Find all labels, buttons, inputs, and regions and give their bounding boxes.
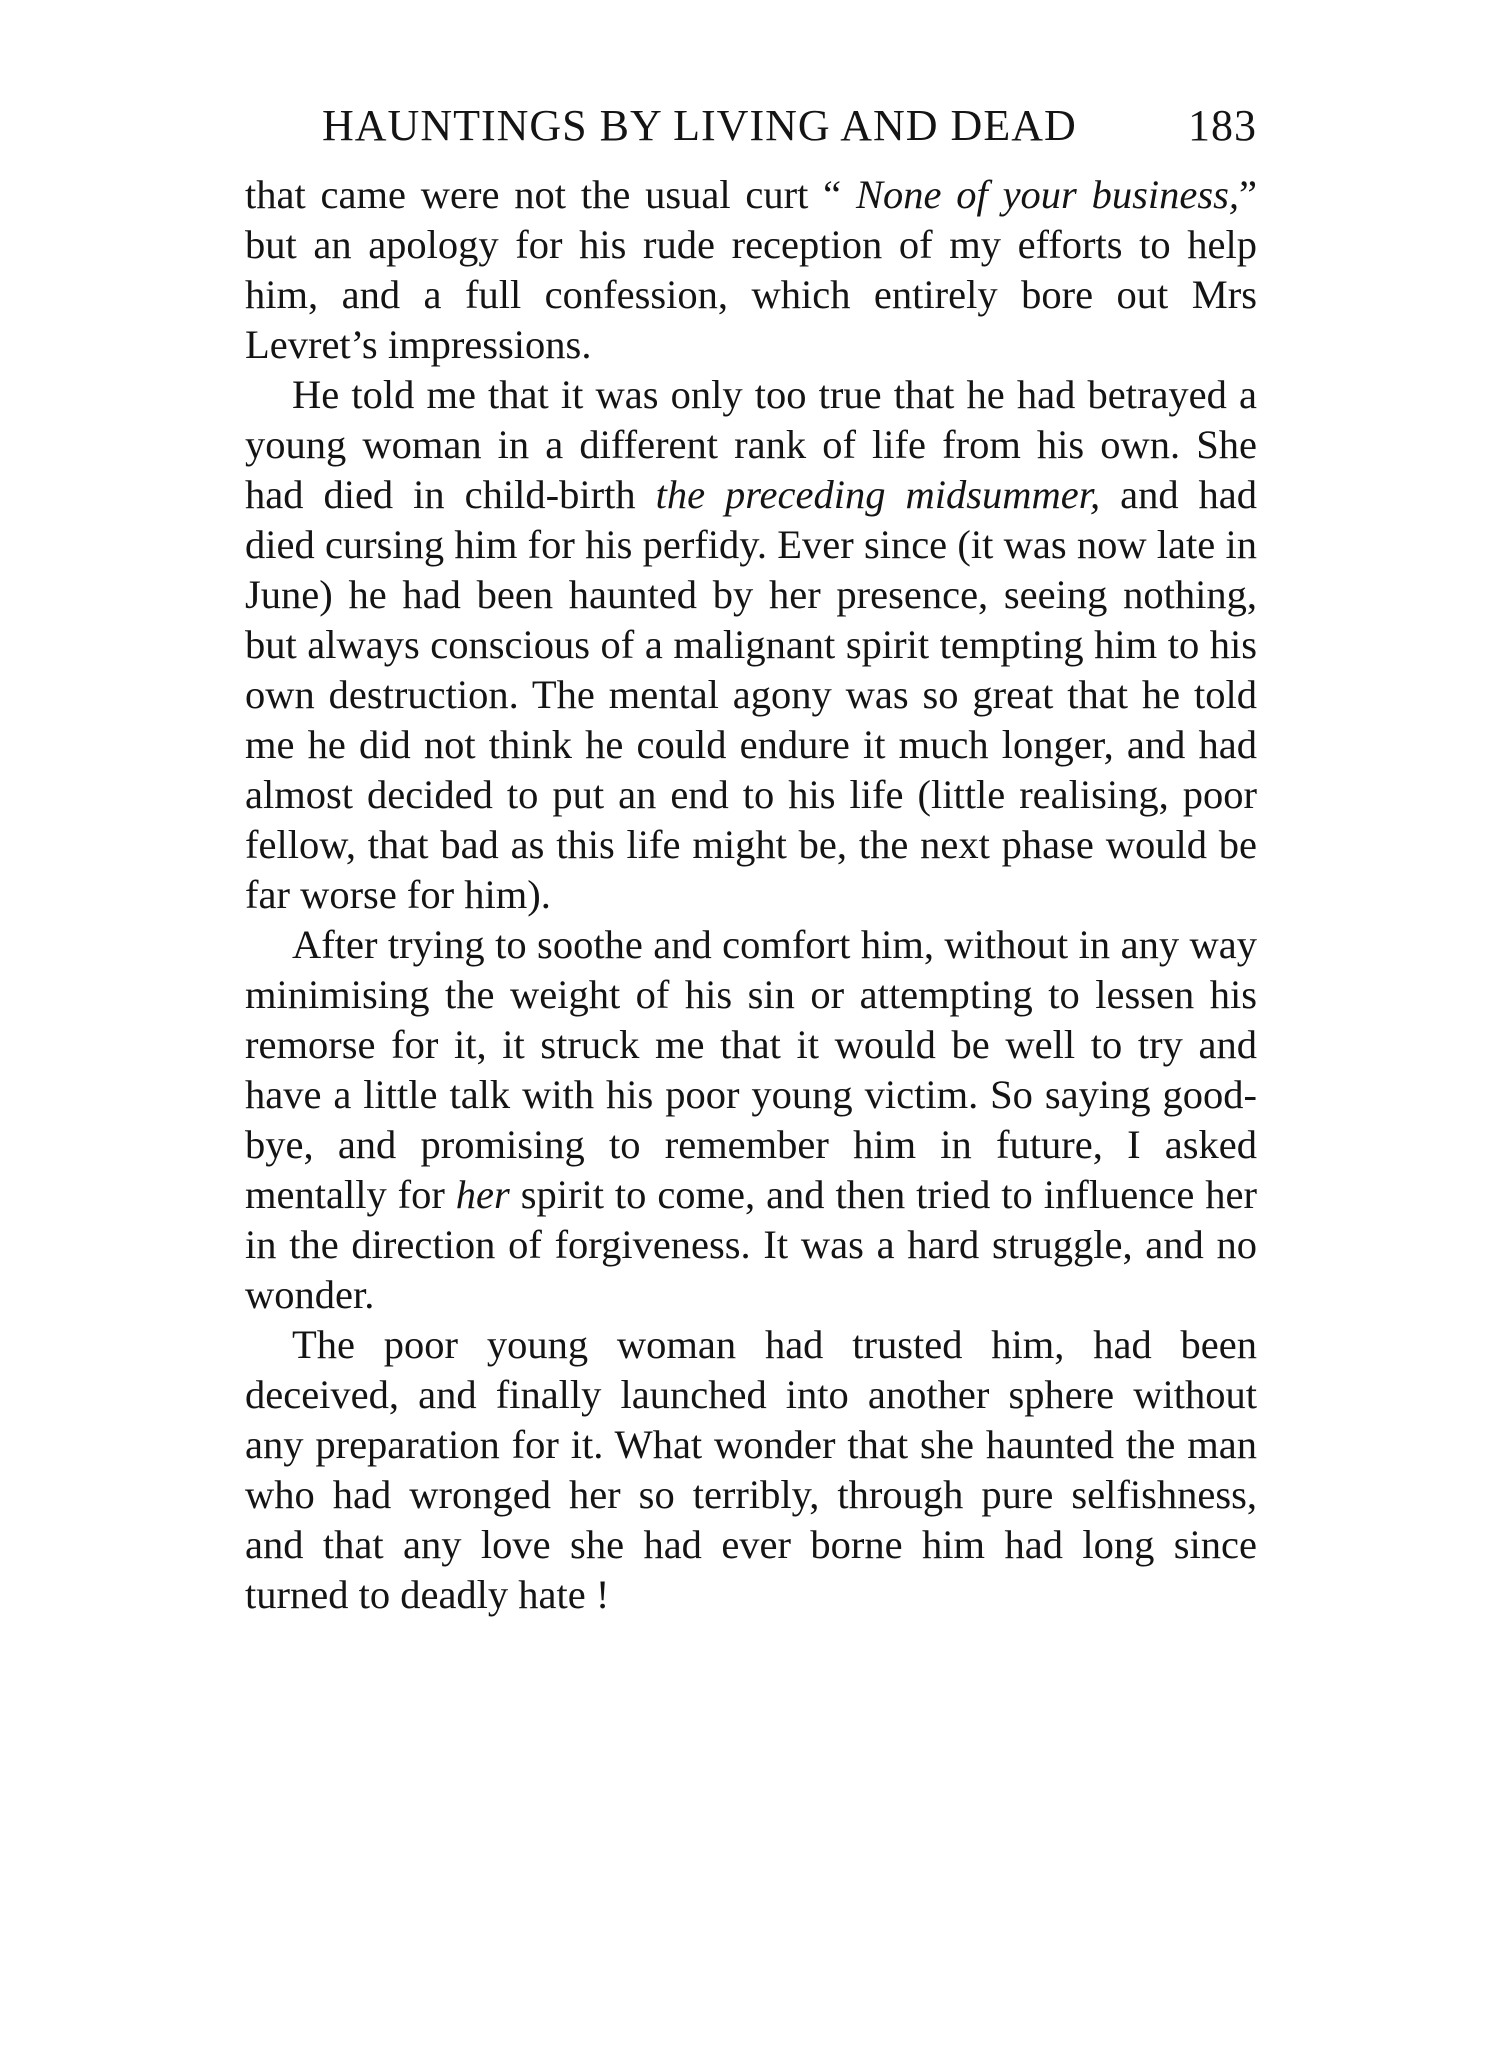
paragraph-1-text-c: ” but an apology for his rude reception of my efforts to help him, and a full confession, which entirely bore out Mrs Levret’s impressions. (245, 172, 1257, 367)
paragraph-2-text-a: He told me that it was only too true that he had betrayed a young woman in a different rank of life from his own. She had died in child-birth (245, 372, 1257, 517)
chapter-title: HAUNTINGS BY LIVING AND DEAD (322, 101, 1077, 150)
running-head (322, 98, 1257, 154)
paragraph-2 (245, 370, 1257, 920)
paragraph-3-italic: her (455, 1172, 510, 1217)
paragraph-2-italic: the preceding midsummer, (655, 472, 1101, 517)
paragraph-2-text-c: and had died cursing him for his perfidy. Ever since (it was now late in June) he had been haunted by her presence, seeing nothing, but always conscious of a malignant spirit tempting him to his own destruction. The mental agony was so great that he told me he did not think he could endure it much longer, and had almost decided to put an end to his life (little realising, poor fellow, that bad as this life might be, the next phase would be far worse for him). (245, 472, 1258, 917)
body-text (245, 170, 1257, 1620)
paragraph-3-text-a: After trying to soothe and comfort him, without in any way minimising the weight of his sin or attempting to lessen his remorse for it, it struck me that it would be well to try and have a little talk with his poor young victim. So saying good-bye, and promising to remember him in future, I asked mentally for (245, 922, 1257, 1217)
page-number: 183 (1188, 101, 1257, 150)
paragraph-1-text-a: that came were not the usual curt “ (245, 172, 856, 217)
paragraph-3-text-c: spirit to come, and then tried to influence her in the direction of forgiveness. It was a hard struggle, and no wonder. (245, 1172, 1258, 1317)
paragraph-1 (245, 170, 1257, 370)
paragraph-1-italic: None of your business, (855, 172, 1240, 217)
paragraph-3 (245, 920, 1257, 1320)
paragraph-4: The poor young woman had trusted him, had been deceived, and finally launched into another sphere without any preparation for it. What wonder that she haunted the man who had wronged her so terribly, through pure selfishness, and that any love she had ever borne him had long since turned to deadly hate ! (245, 1322, 1257, 1617)
